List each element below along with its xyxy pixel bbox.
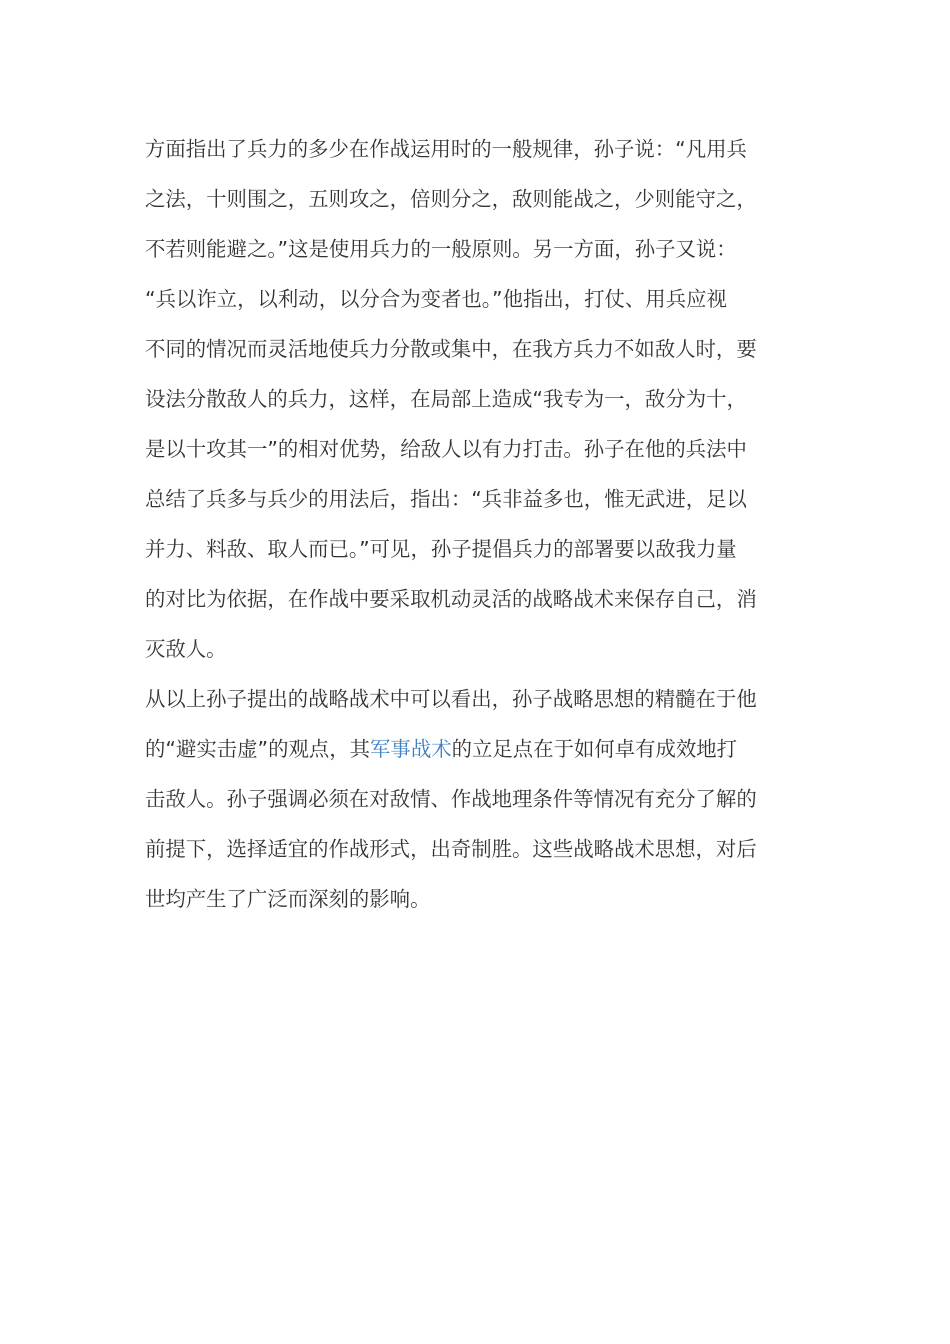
paragraph-line: 的对比为依据，在作战中要采取机动灵活的战略战术来保存自己，消 xyxy=(145,587,757,611)
military-tactics-link[interactable]: 军事战术 xyxy=(370,737,452,761)
paragraph-line: 不同的情况而灵活地使兵力分散或集中，在我方兵力不如敌人时，要 xyxy=(145,337,757,361)
article-body xyxy=(145,124,795,924)
paragraph-1 xyxy=(145,124,795,674)
paragraph-line: 不若则能避之。”这是使用兵力的一般原则。另一方面，孙子又说： xyxy=(145,237,737,261)
paragraph-line: 击敌人。孙子强调必须在对敌情、作战地理条件等情况有充分了解的 xyxy=(145,787,757,811)
paragraph-line-with-link xyxy=(145,724,795,774)
paragraph-line: 是以十攻其一”的相对优势，给敌人以有力打击。孙子在他的兵法中 xyxy=(145,437,747,461)
paragraph-line: “兵以诈立，以利动，以分合为变者也。”他指出，打仗、用兵应视 xyxy=(145,287,727,311)
paragraph-line: 设法分散敌人的兵力，这样，在局部上造成“我专为一，敌分为十， xyxy=(145,387,747,411)
paragraph-line: 灭敌人。 xyxy=(145,637,227,661)
paragraph-line: 并力、料敌、取人而已。”可见，孙子提倡兵力的部署要以敌我力量 xyxy=(145,537,737,561)
paragraph-text: 的立足点在于如何卓有成效地打 xyxy=(451,737,738,761)
paragraph-line: 方面指出了兵力的多少在作战运用时的一般规律，孙子说：“凡用兵 xyxy=(145,137,747,161)
paragraph-2 xyxy=(145,674,795,924)
paragraph-text: 的“避实击虚”的观点，其 xyxy=(145,737,371,761)
paragraph-line: 前提下，选择适宜的作战形式，出奇制胜。这些战略战术思想，对后 xyxy=(145,837,757,861)
paragraph-line: 从以上孙子提出的战略战术中可以看出，孙子战略思想的精髓在于他 xyxy=(145,687,757,711)
paragraph-line: 之法，十则围之，五则攻之，倍则分之，敌则能战之，少则能守之， xyxy=(145,187,757,211)
paragraph-line: 总结了兵多与兵少的用法后，指出：“兵非益多也，惟无武进，足以 xyxy=(145,487,747,511)
paragraph-line: 世均产生了广泛而深刻的影响。 xyxy=(145,887,431,911)
